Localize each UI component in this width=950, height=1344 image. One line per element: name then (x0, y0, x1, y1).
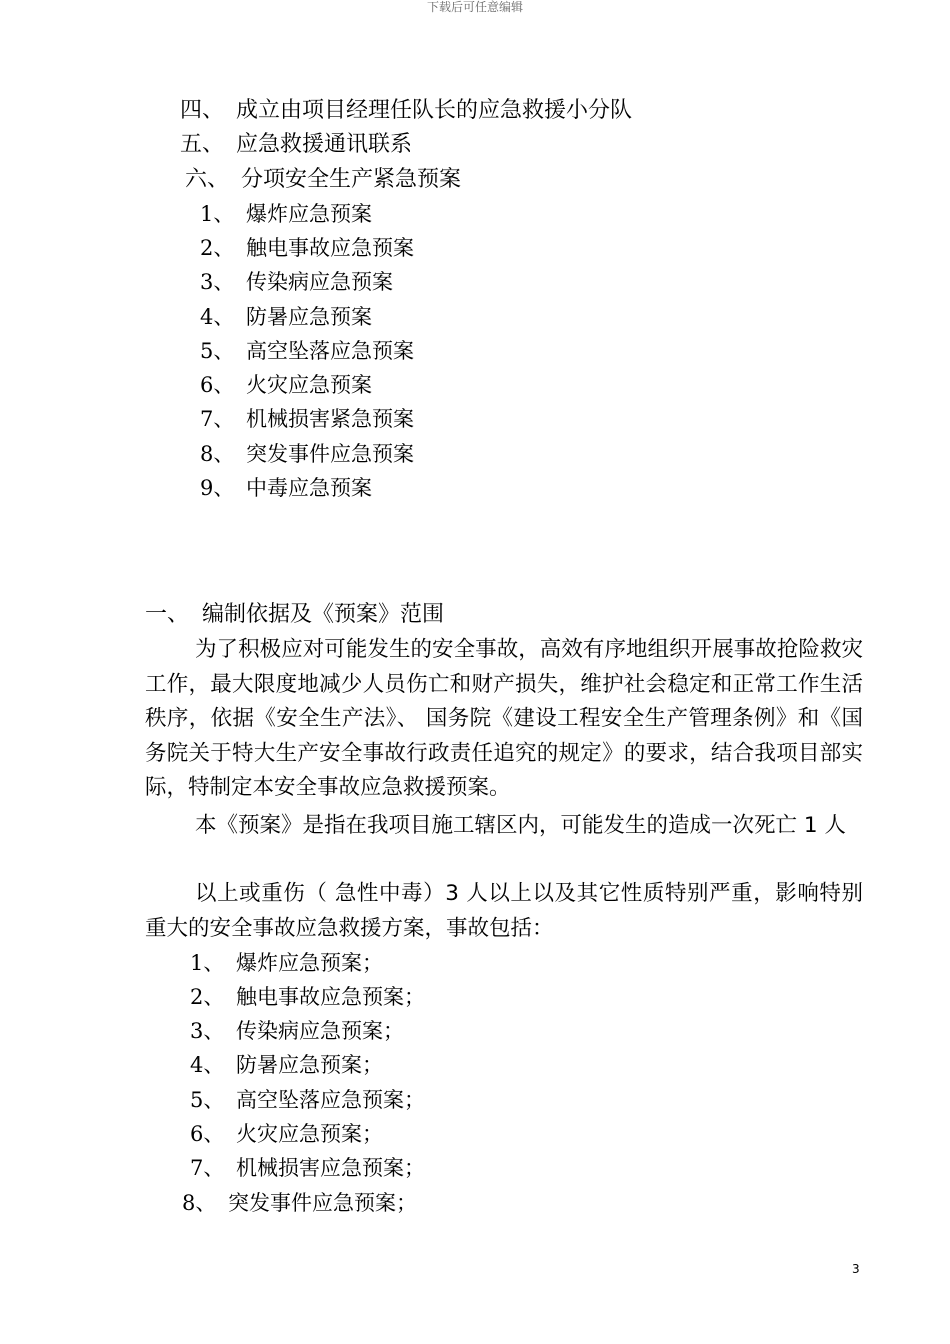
accident-list-item (190, 1052, 383, 1078)
toc-sub-number: 1、 (200, 202, 235, 226)
toc-sub-text: 高空坠落应急预案 (246, 339, 414, 363)
accident-list-item (182, 1190, 417, 1216)
accident-list-item (190, 1155, 425, 1181)
toc-sub-number: 8、 (200, 442, 235, 466)
toc-item-text: 成立由项目经理任队长的应急救援小分队 (236, 98, 633, 123)
list-item-text: 爆炸应急预案； (236, 951, 383, 975)
toc-sub-item (200, 235, 414, 261)
list-item-text: 触电事故应急预案； (236, 985, 425, 1009)
accident-list-item (190, 1087, 425, 1113)
list-item-text: 高空坠落应急预案； (236, 1088, 425, 1112)
toc-sub-number: 7、 (200, 407, 235, 431)
page-number: 3 (852, 1262, 860, 1276)
paragraph-scope-continued: 以上或重伤（ 急性中毒）3 人以上以及其它性质特别严重，影响特别重大的安全事故应急救援方案，事故包括： (145, 881, 863, 941)
section-heading (145, 602, 444, 628)
list-item-number: 1、 (190, 951, 225, 975)
toc-sub-item (200, 441, 414, 467)
accident-list-item (190, 1121, 383, 1147)
accident-list-item (190, 984, 425, 1010)
toc-sub-item (200, 201, 372, 227)
paragraph-purpose: 为了积极应对可能发生的安全事故，高效有序地组织开展事故抢险救灾工作，最大限度地减少人员伤亡和财产损失，维护社会稳定和正常工作生活秩序，依据《安全生产法》、 国务院《建设工程安全生产管理条例》和《国务院关于特大生产安全事故行政责任追究的规定》的要求，结合我项目部实际，特制定本安全事故应急救援预案。 (145, 637, 863, 800)
list-item-number: 6、 (190, 1122, 225, 1146)
section-title: 编制依据及《预案》范围 (202, 602, 445, 627)
page-header: 下载后可任意编辑 (426, 0, 523, 14)
toc-sub-number: 3、 (200, 270, 235, 294)
accident-list-item (190, 950, 383, 976)
toc-sub-item (200, 372, 372, 398)
section-number: 一、 (145, 602, 190, 627)
toc-item (180, 132, 412, 158)
toc-sub-number: 9、 (200, 476, 235, 500)
toc-sub-number: 2、 (200, 236, 235, 260)
toc-sub-text: 防暑应急预案 (246, 305, 372, 329)
toc-sub-item (200, 406, 414, 432)
toc-item-number: 六、 (185, 167, 230, 192)
toc-sub-number: 5、 (200, 339, 235, 363)
list-item-number: 7、 (190, 1156, 225, 1180)
list-item-number: 5、 (190, 1088, 225, 1112)
toc-sub-text: 突发事件应急预案 (246, 442, 414, 466)
list-item-number: 2、 (190, 985, 225, 1009)
toc-sub-item (200, 269, 393, 295)
toc-sub-text: 传染病应急预案 (246, 270, 393, 294)
paragraph-scope: 本《预案》是指在我项目施工辖区内，可能发生的造成一次死亡 1 人 (195, 813, 846, 838)
list-item-text: 防暑应急预案； (236, 1053, 383, 1077)
toc-item-number: 五、 (180, 132, 225, 157)
toc-sub-item (200, 475, 372, 501)
toc-sub-item (200, 338, 414, 364)
toc-item-text: 应急救援通讯联系 (236, 132, 413, 157)
list-item-text: 机械损害应急预案； (236, 1156, 425, 1180)
list-item-number: 8、 (182, 1191, 217, 1215)
toc-sub-text: 机械损害紧急预案 (246, 407, 414, 431)
toc-item (180, 98, 632, 124)
list-item-text: 火灾应急预案； (236, 1122, 383, 1146)
accident-list-item (190, 1018, 404, 1044)
toc-sub-item (200, 304, 372, 330)
list-item-text: 突发事件应急预案； (228, 1191, 417, 1215)
list-item-text: 传染病应急预案； (236, 1019, 404, 1043)
list-item-number: 3、 (190, 1019, 225, 1043)
toc-sub-number: 4、 (200, 305, 235, 329)
toc-item (185, 167, 461, 193)
list-item-number: 4、 (190, 1053, 225, 1077)
toc-sub-text: 火灾应急预案 (246, 373, 372, 397)
toc-item-text: 分项安全生产紧急预案 (241, 167, 462, 192)
toc-sub-text: 爆炸应急预案 (246, 202, 372, 226)
toc-sub-text: 中毒应急预案 (246, 476, 372, 500)
toc-item-number: 四、 (180, 98, 225, 123)
toc-sub-number: 6、 (200, 373, 235, 397)
toc-sub-text: 触电事故应急预案 (246, 236, 414, 260)
